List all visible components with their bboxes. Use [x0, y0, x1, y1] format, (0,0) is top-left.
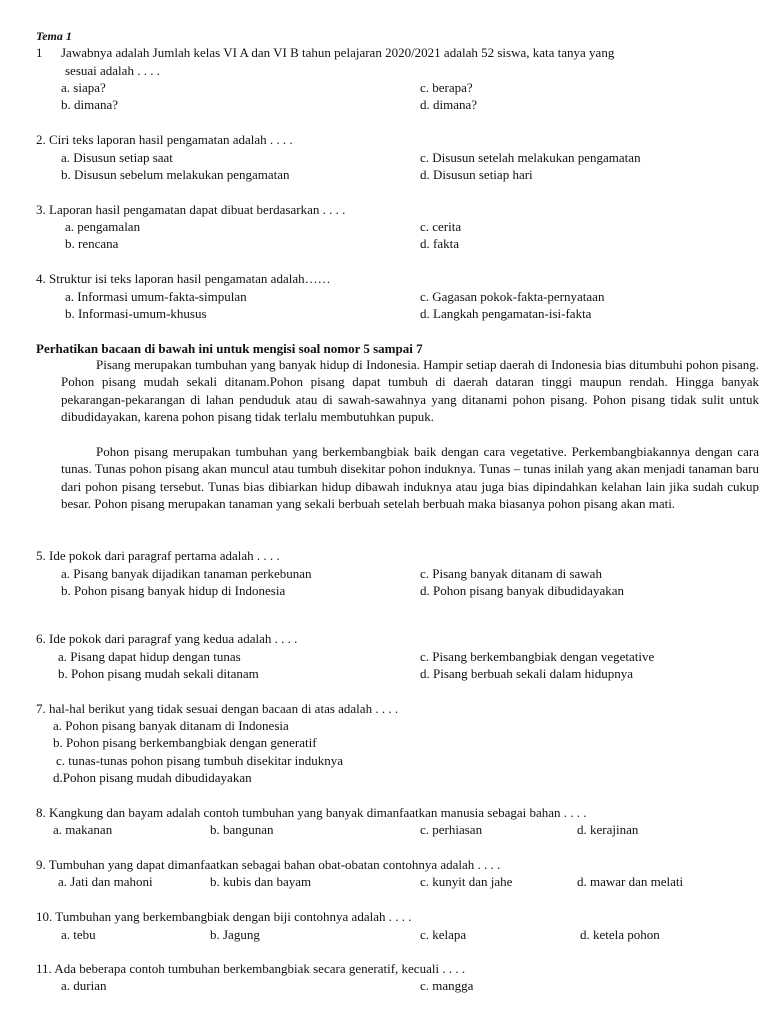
q7-question: 7. hal-hal berikut yang tidak sesuai dengan bacaan di atas adalah . . . . [36, 701, 399, 716]
q4-option-c: c. Gagasan pokok-fakta-pernyataan [420, 289, 605, 304]
q7-option-b: b. Pohon pisang berkembangbiak dengan generatif [53, 735, 317, 750]
q10-question: 10. Tumbuhan yang berkembangbiak dengan biji contohnya adalah . . . . [36, 909, 412, 924]
q3-option-a: a. pengamalan [65, 219, 141, 234]
q11-question: 11. Ada beberapa contoh tumbuhan berkembangbiak secara generatif, kecuali . . . . [36, 961, 466, 976]
tema-label: Tema 1 [36, 29, 72, 43]
q3-option-c: c. cerita [420, 219, 462, 234]
q1-question-line2: sesuai adalah . . . . [65, 63, 160, 78]
reading-paragraph-1-text: Pisang merupakan tumbuhan yang banyak hidup di Indonesia. Hampir setiap daerah di Indonesia bias ditumbuhi pohon pisang. Pohon pisang mudah sekali ditanam.Pohon pisang dapat tumbuh di daerah dataran tinggi maupun rendah. Hingga banyak pekarangan-pekarangan di lahan penduduk atau di sawah-sawahnya yang ditanami pohon pisang. Pohon pisang tidak sulit untuk dibudidayakan, karena pohon pisang tidak terlalu membutuhkan pupuk. [61, 357, 759, 425]
q8-option-d: d. kerajinan [577, 822, 639, 837]
q7-option-c: c. tunas-tunas pohon pisang tumbuh disekitar induknya [56, 753, 344, 768]
q6-option-b: b. Pohon pisang mudah sekali ditanam [58, 666, 259, 681]
q2-question: 2. Ciri teks laporan hasil pengamatan adalah . . . . [36, 132, 293, 147]
q1-question-line1: Jawabnya adalah Jumlah kelas VI A dan VI B tahun pelajaran 2020/2021 adalah 52 siswa, kata tanya yang [61, 45, 615, 60]
q9-option-b: b. kubis dan bayam [210, 874, 312, 889]
q1-option-c: c. berapa? [420, 80, 473, 95]
q4-option-a: a. Informasi umum-fakta-simpulan [65, 289, 247, 304]
q6-option-c: c. Pisang berkembangbiak dengan vegetative [420, 649, 655, 664]
q3-option-d: d. fakta [420, 236, 459, 251]
q5-option-c: c. Pisang banyak ditanam di sawah [420, 566, 602, 581]
q1-number: 1 [36, 45, 43, 60]
q5-option-b: b. Pohon pisang banyak hidup di Indonesia [61, 583, 286, 598]
q9-option-d: d. mawar dan melati [577, 874, 684, 889]
q10-option-d: d. ketela pohon [580, 927, 660, 942]
q4-option-b: b. Informasi-umum-khusus [65, 306, 207, 321]
q8-option-a: a. makanan [53, 822, 113, 837]
q11-option-c: c. mangga [420, 978, 474, 993]
q6-option-a: a. Pisang dapat hidup dengan tunas [58, 649, 241, 664]
q8-option-c: c. perhiasan [420, 822, 483, 837]
q10-option-a: a. tebu [61, 927, 96, 942]
q9-question: 9. Tumbuhan yang dapat dimanfaatkan sebagai bahan obat-obatan contohnya adalah . . . . [36, 857, 501, 872]
q4-question: 4. Struktur isi teks laporan hasil pengamatan adalah…… [36, 271, 331, 286]
q1-option-d: d. dimana? [420, 97, 478, 112]
q10-option-b: b. Jagung [210, 927, 260, 942]
q2-option-d: d. Disusun setiap hari [420, 167, 533, 182]
reading-paragraph-2-text: Pohon pisang merupakan tumbuhan yang berkembangbiak baik dengan cara vegetative. Perkembangbiakannya dengan cara tunas. Tunas pohon pisang akan muncul atau tumbuh disekitar pohon induknya. Tunas – tunas inilah yang akan menjadi tanaman baru dari pohon pisang tersebut. Tunas bias dibiarkan hidup dibawah induknya atau juga bias dipindahkan kelahan lain jika sudah cukup besar. Pohon pisang merupakan tanaman yang sekali berbuah setelah berbuah maka biasanya pohon pisang akan mati. [61, 444, 759, 512]
q4-option-d: d. Langkah pengamatan-isi-fakta [420, 306, 592, 321]
q5-option-d: d. Pohon pisang banyak dibudidayakan [420, 583, 624, 598]
q2-option-a: a. Disusun setiap saat [61, 150, 173, 165]
q5-option-a: a. Pisang banyak dijadikan tanaman perkebunan [61, 566, 312, 581]
q9-option-c: c. kunyit dan jahe [420, 874, 513, 889]
q11-option-a: a. durian [61, 978, 107, 993]
q2-option-b: b. Disusun sebelum melakukan pengamatan [61, 167, 290, 182]
q6-question: 6. Ide pokok dari paragraf yang kedua adalah . . . . [36, 631, 298, 646]
q3-question: 3. Laporan hasil pengamatan dapat dibuat berdasarkan . . . . [36, 202, 346, 217]
q8-option-b: b. bangunan [210, 822, 274, 837]
q3-option-b: b. rencana [65, 236, 119, 251]
q5-question: 5. Ide pokok dari paragraf pertama adalah . . . . [36, 548, 280, 563]
q1-option-b: b. dimana? [61, 97, 119, 112]
reading-paragraph-2 [61, 443, 759, 513]
q2-option-c: c. Disusun setelah melakukan pengamatan [420, 150, 641, 165]
q8-question: 8. Kangkung dan bayam adalah contoh tumbuhan yang banyak dimanfaatkan manusia sebagai bahan . . . . [36, 805, 587, 820]
reading-paragraph-1 [61, 356, 759, 426]
q7-option-a: a. Pohon pisang banyak ditanam di Indonesia [53, 718, 289, 733]
q9-option-a: a. Jati dan mahoni [58, 874, 153, 889]
q1-option-a: a. siapa? [61, 80, 106, 95]
q6-option-d: d. Pisang berbuah sekali dalam hidupnya [420, 666, 634, 681]
q10-option-c: c. kelapa [420, 927, 467, 942]
reading-heading: Perhatikan bacaan di bawah ini untuk mengisi soal nomor 5 sampai 7 [36, 341, 423, 356]
q7-option-d: d.Pohon pisang mudah dibudidayakan [53, 770, 252, 785]
